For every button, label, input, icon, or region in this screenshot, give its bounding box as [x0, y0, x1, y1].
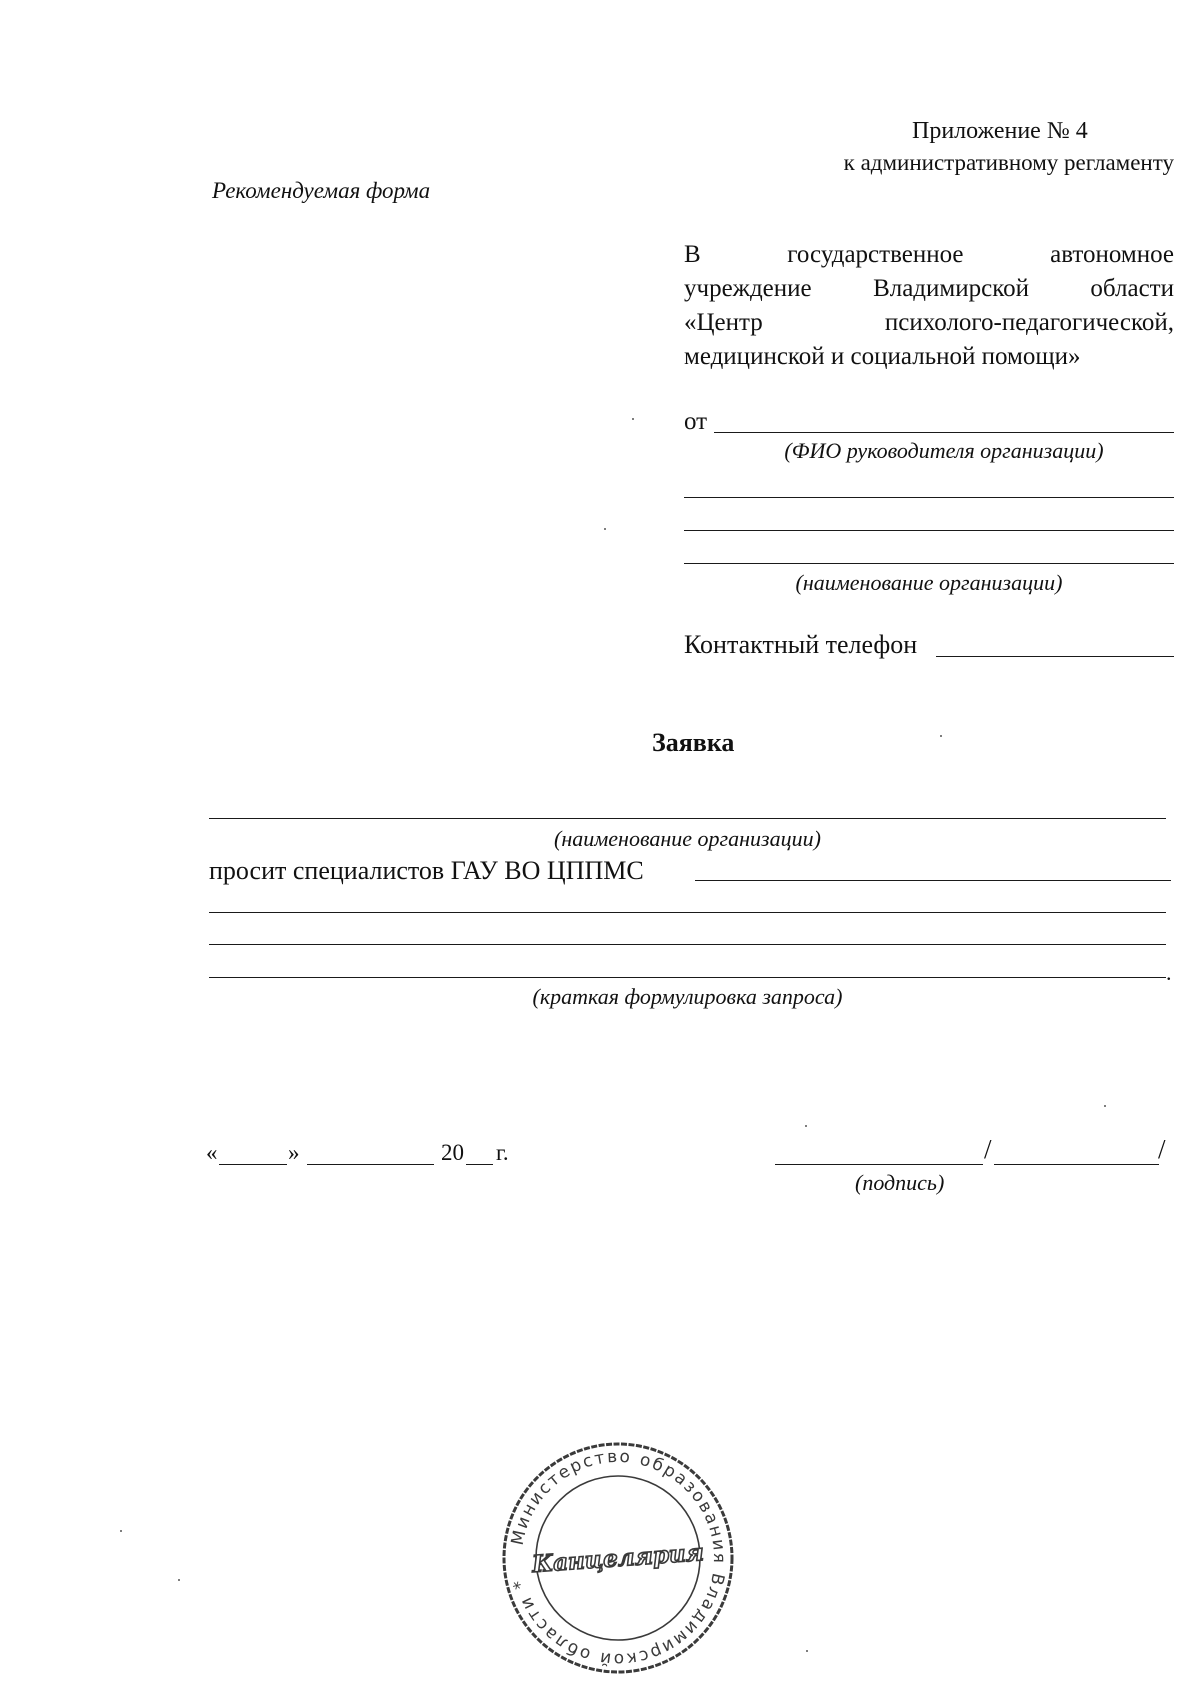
request-line-3	[209, 944, 1166, 945]
scan-speck	[604, 528, 606, 530]
request-line-2	[209, 912, 1166, 913]
signature-line-1	[775, 1164, 983, 1165]
addressee-row-2	[684, 272, 1174, 306]
from-org-caption: (наименование организации)	[795, 570, 1063, 595]
signature-slash-2: /	[1158, 1134, 1166, 1164]
addressee-word: В	[684, 241, 701, 268]
addressee-word: области	[1090, 275, 1174, 302]
request-line-1	[695, 880, 1171, 881]
addressee-row-3	[684, 306, 1174, 340]
stamp-ring-textpath: Министерство образования Владимирской области *	[507, 1446, 730, 1670]
signature-line-2	[994, 1164, 1159, 1165]
scan-speck	[806, 1650, 808, 1652]
annex-title: Приложение № 4	[912, 118, 1088, 144]
request-end-dot: .	[1166, 960, 1172, 985]
addressee-word: Владимирской	[873, 275, 1029, 302]
addressee-word: «Центр	[684, 309, 763, 336]
addressee-word: автономное	[1050, 241, 1174, 268]
request-line-4	[209, 977, 1166, 978]
from-name-line	[714, 432, 1174, 433]
recommended-form-label: Рекомендуемая форма	[212, 178, 431, 203]
scan-speck	[940, 735, 942, 737]
date-close-quote: »	[288, 1140, 300, 1165]
signature-caption: (подпись)	[855, 1170, 945, 1195]
date-year-suffix: г.	[496, 1140, 509, 1165]
scan-speck	[632, 418, 634, 420]
signature-slash-1: /	[984, 1134, 992, 1164]
addressee-word: психолого-педагогической,	[884, 309, 1174, 336]
phone-line	[936, 656, 1174, 657]
org-line-1	[684, 497, 1174, 498]
office-stamp	[498, 1438, 738, 1678]
org-line-2	[684, 530, 1174, 531]
from-name-caption: (ФИО руководителя организации)	[784, 438, 1104, 463]
request-caption: (краткая формулировка запроса)	[532, 984, 843, 1009]
addressee-row-4: медицинской и социальной помощи»	[684, 343, 1081, 370]
addressee-row-1	[684, 238, 1174, 272]
annex-subtitle: к административному регламенту	[843, 150, 1174, 175]
phone-label: Контактный телефон	[684, 630, 918, 659]
scan-speck	[120, 1530, 122, 1532]
date-month-line	[307, 1164, 434, 1165]
date-open-quote: «	[206, 1140, 218, 1165]
scan-speck	[178, 1579, 180, 1581]
from-label: от	[684, 408, 708, 435]
addressee-block	[684, 238, 1174, 374]
request-text: просит специалистов ГАУ ВО ЦППМС	[209, 856, 644, 885]
date-year-prefix: 20	[441, 1140, 464, 1165]
date-day-line	[219, 1164, 287, 1165]
org-line-3	[684, 563, 1174, 564]
date-year-line	[466, 1164, 493, 1165]
stamp-center-text: Канцелярия	[531, 1539, 705, 1578]
addressee-word: учреждение	[684, 275, 812, 302]
scan-speck	[1104, 1105, 1106, 1107]
scan-speck	[805, 1125, 807, 1127]
body-org-line	[209, 818, 1166, 819]
addressee-word: государственное	[787, 241, 964, 268]
document-heading: Заявка	[652, 728, 735, 757]
body-org-caption: (наименование организации)	[554, 826, 821, 851]
